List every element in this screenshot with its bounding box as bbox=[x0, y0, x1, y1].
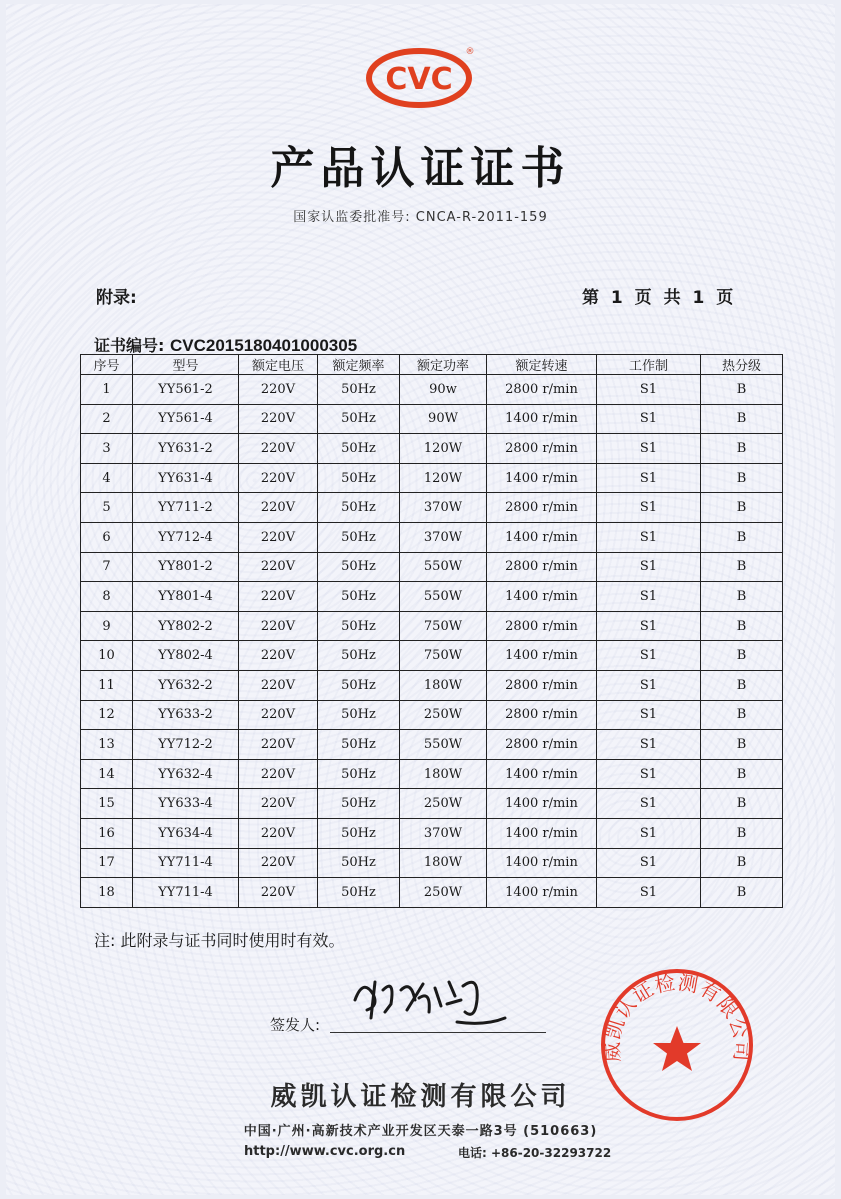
table-cell: 220V bbox=[239, 404, 318, 434]
table-cell: 120W bbox=[400, 434, 487, 464]
table-cell: 3 bbox=[81, 434, 133, 464]
table-cell: 6 bbox=[81, 522, 133, 552]
certificate-number-value: CVC2015180401000305 bbox=[169, 336, 358, 355]
company-phone: 电话: +86-20-32293722 bbox=[458, 1146, 612, 1160]
table-cell: YY631-2 bbox=[133, 434, 239, 464]
table-cell: YY802-2 bbox=[133, 611, 239, 641]
table-cell: S1 bbox=[597, 434, 701, 464]
page-info: 第 1 页 共 1 页 bbox=[582, 288, 734, 308]
table-cell: YY802-4 bbox=[133, 641, 239, 671]
table-cell: 12 bbox=[81, 700, 133, 730]
table-cell: 2800 r/min bbox=[487, 670, 597, 700]
table-row bbox=[81, 582, 783, 612]
table-cell: 50Hz bbox=[318, 641, 400, 671]
handwritten-signature bbox=[345, 960, 515, 1030]
table-cell: 220V bbox=[239, 582, 318, 612]
table-cell: YY633-2 bbox=[133, 700, 239, 730]
table-cell: S1 bbox=[597, 641, 701, 671]
table-cell: YY711-4 bbox=[133, 848, 239, 878]
table-row bbox=[81, 463, 783, 493]
table-cell: 250W bbox=[400, 789, 487, 819]
column-header: 额定电压 bbox=[239, 355, 318, 375]
table-cell: B bbox=[701, 463, 783, 493]
table-cell: S1 bbox=[597, 522, 701, 552]
table-cell: 180W bbox=[400, 670, 487, 700]
table-cell: 50Hz bbox=[318, 759, 400, 789]
column-header: 热分级 bbox=[701, 355, 783, 375]
certificate-number bbox=[94, 333, 357, 356]
table-cell: 14 bbox=[81, 759, 133, 789]
table-cell: 550W bbox=[400, 582, 487, 612]
table-row bbox=[81, 434, 783, 464]
table-cell: S1 bbox=[597, 463, 701, 493]
table-row bbox=[81, 878, 783, 908]
table-cell: 50Hz bbox=[318, 789, 400, 819]
appendix-label: 附录: bbox=[96, 288, 137, 308]
table-cell: 50Hz bbox=[318, 582, 400, 612]
table-cell: 7 bbox=[81, 552, 133, 582]
table-row bbox=[81, 404, 783, 434]
table-cell: S1 bbox=[597, 670, 701, 700]
logo-text: CVC bbox=[385, 62, 453, 97]
table-cell: B bbox=[701, 700, 783, 730]
table-cell: 50Hz bbox=[318, 404, 400, 434]
certificate-number-label: 证书编号: bbox=[94, 336, 165, 355]
table-cell: B bbox=[701, 878, 783, 908]
table-cell: 1400 r/min bbox=[487, 641, 597, 671]
approval-number: 国家认监委批准号: CNCA-R-2011-159 bbox=[293, 210, 548, 225]
table-cell: 220V bbox=[239, 759, 318, 789]
table-row bbox=[81, 522, 783, 552]
table-cell: 220V bbox=[239, 818, 318, 848]
table-cell: YY712-4 bbox=[133, 522, 239, 552]
table-cell: 370W bbox=[400, 818, 487, 848]
table-cell: 50Hz bbox=[318, 848, 400, 878]
table-cell: 2800 r/min bbox=[487, 375, 597, 405]
table-cell: 50Hz bbox=[318, 700, 400, 730]
table-cell: 750W bbox=[400, 611, 487, 641]
table-cell: 370W bbox=[400, 493, 487, 523]
table-cell: YY801-4 bbox=[133, 582, 239, 612]
table-cell: S1 bbox=[597, 730, 701, 760]
table-cell: 1400 r/min bbox=[487, 522, 597, 552]
table-cell: 120W bbox=[400, 463, 487, 493]
table-cell: 220V bbox=[239, 493, 318, 523]
cvc-logo bbox=[365, 44, 477, 108]
table-cell: 370W bbox=[400, 522, 487, 552]
table-cell: YY711-2 bbox=[133, 493, 239, 523]
table-cell: B bbox=[701, 404, 783, 434]
table-cell: 220V bbox=[239, 611, 318, 641]
table-cell: YY633-4 bbox=[133, 789, 239, 819]
table-cell: 220V bbox=[239, 670, 318, 700]
company-website[interactable]: http://www.cvc.org.cn bbox=[244, 1144, 406, 1159]
star-icon bbox=[653, 1026, 701, 1071]
table-cell: 5 bbox=[81, 493, 133, 523]
table-cell: 220V bbox=[239, 463, 318, 493]
table-cell: S1 bbox=[597, 611, 701, 641]
table-cell: 1400 r/min bbox=[487, 848, 597, 878]
table-row bbox=[81, 375, 783, 405]
table-cell: S1 bbox=[597, 582, 701, 612]
table-cell: 18 bbox=[81, 878, 133, 908]
table-cell: 9 bbox=[81, 611, 133, 641]
table-cell: 50Hz bbox=[318, 493, 400, 523]
table-cell: B bbox=[701, 611, 783, 641]
company-address: 中国·广州·高新技术产业开发区天泰一路3号 (510663) bbox=[243, 1124, 598, 1139]
table-cell: 220V bbox=[239, 552, 318, 582]
column-header: 额定频率 bbox=[318, 355, 400, 375]
table-row bbox=[81, 670, 783, 700]
table-cell: 50Hz bbox=[318, 818, 400, 848]
table-cell: 8 bbox=[81, 582, 133, 612]
table-cell: B bbox=[701, 730, 783, 760]
table-cell: 1 bbox=[81, 375, 133, 405]
table-cell: 1400 r/min bbox=[487, 582, 597, 612]
table-row bbox=[81, 730, 783, 760]
table-cell: 220V bbox=[239, 434, 318, 464]
table-cell: 50Hz bbox=[318, 522, 400, 552]
table-cell: YY711-4 bbox=[133, 878, 239, 908]
table-cell: 2800 r/min bbox=[487, 611, 597, 641]
table-cell: 220V bbox=[239, 730, 318, 760]
table-cell: 1400 r/min bbox=[487, 759, 597, 789]
table-cell: 2 bbox=[81, 404, 133, 434]
seal-text: 威凯认证检测有限公司 bbox=[599, 969, 755, 1063]
table-cell: 17 bbox=[81, 848, 133, 878]
table-cell: B bbox=[701, 641, 783, 671]
table-cell: 2800 r/min bbox=[487, 434, 597, 464]
table-cell: S1 bbox=[597, 818, 701, 848]
table-cell: YY561-2 bbox=[133, 375, 239, 405]
table-cell: 50Hz bbox=[318, 878, 400, 908]
table-cell: S1 bbox=[597, 848, 701, 878]
table-cell: S1 bbox=[597, 375, 701, 405]
signer-label: 签发人: bbox=[270, 1016, 321, 1034]
table-cell: 50Hz bbox=[318, 434, 400, 464]
table-cell: 50Hz bbox=[318, 375, 400, 405]
table-cell: B bbox=[701, 552, 783, 582]
table-cell: 50Hz bbox=[318, 552, 400, 582]
table-cell: S1 bbox=[597, 759, 701, 789]
company-name: 威凯认证检测有限公司 bbox=[270, 1082, 571, 1112]
table-cell: 220V bbox=[239, 375, 318, 405]
table-cell: 10 bbox=[81, 641, 133, 671]
table-row bbox=[81, 759, 783, 789]
page-title: 产品认证证书 bbox=[270, 143, 571, 194]
table-cell: B bbox=[701, 789, 783, 819]
table-cell: YY632-2 bbox=[133, 670, 239, 700]
table-row bbox=[81, 611, 783, 641]
table-cell: YY801-2 bbox=[133, 552, 239, 582]
table-cell: 16 bbox=[81, 818, 133, 848]
table-cell: 11 bbox=[81, 670, 133, 700]
table-cell: 220V bbox=[239, 878, 318, 908]
table-cell: YY712-2 bbox=[133, 730, 239, 760]
table-cell: YY561-4 bbox=[133, 404, 239, 434]
table-cell: 2800 r/min bbox=[487, 700, 597, 730]
table-cell: S1 bbox=[597, 552, 701, 582]
table-cell: 220V bbox=[239, 522, 318, 552]
table-cell: 220V bbox=[239, 700, 318, 730]
table-cell: 15 bbox=[81, 789, 133, 819]
table-cell: 250W bbox=[400, 878, 487, 908]
table-cell: 50Hz bbox=[318, 611, 400, 641]
column-header: 型号 bbox=[133, 355, 239, 375]
table-header-row bbox=[81, 355, 783, 375]
table-cell: 1400 r/min bbox=[487, 789, 597, 819]
registered-mark: ® bbox=[465, 47, 475, 57]
table-cell: B bbox=[701, 375, 783, 405]
table-cell: 4 bbox=[81, 463, 133, 493]
table-cell: 250W bbox=[400, 700, 487, 730]
table-cell: 2800 r/min bbox=[487, 730, 597, 760]
table-cell: 550W bbox=[400, 552, 487, 582]
table-cell: 220V bbox=[239, 848, 318, 878]
table-cell: YY631-4 bbox=[133, 463, 239, 493]
table-cell: 50Hz bbox=[318, 730, 400, 760]
signature-line bbox=[330, 1032, 546, 1033]
table-row bbox=[81, 818, 783, 848]
table-row bbox=[81, 848, 783, 878]
table-cell: B bbox=[701, 522, 783, 552]
table-cell: YY632-4 bbox=[133, 759, 239, 789]
column-header: 额定转速 bbox=[487, 355, 597, 375]
table-cell: 1400 r/min bbox=[487, 818, 597, 848]
table-cell: B bbox=[701, 434, 783, 464]
table-cell: 50Hz bbox=[318, 463, 400, 493]
table-cell: S1 bbox=[597, 493, 701, 523]
table-cell: B bbox=[701, 670, 783, 700]
product-table bbox=[80, 354, 783, 908]
table-cell: B bbox=[701, 818, 783, 848]
table-body bbox=[81, 375, 783, 908]
table-cell: 220V bbox=[239, 641, 318, 671]
table-cell: 180W bbox=[400, 848, 487, 878]
table-cell: 90w bbox=[400, 375, 487, 405]
table-cell: 180W bbox=[400, 759, 487, 789]
table-cell: 13 bbox=[81, 730, 133, 760]
table-cell: 1400 r/min bbox=[487, 404, 597, 434]
table-cell: S1 bbox=[597, 404, 701, 434]
table-cell: B bbox=[701, 493, 783, 523]
table-cell: B bbox=[701, 759, 783, 789]
table-cell: 2800 r/min bbox=[487, 552, 597, 582]
table-cell: 550W bbox=[400, 730, 487, 760]
table-cell: 50Hz bbox=[318, 670, 400, 700]
table-row bbox=[81, 789, 783, 819]
table-cell: S1 bbox=[597, 878, 701, 908]
column-header: 工作制 bbox=[597, 355, 701, 375]
table-cell: S1 bbox=[597, 789, 701, 819]
column-header: 额定功率 bbox=[400, 355, 487, 375]
table-row bbox=[81, 700, 783, 730]
table-cell: 750W bbox=[400, 641, 487, 671]
table-cell: 90W bbox=[400, 404, 487, 434]
table-cell: B bbox=[701, 848, 783, 878]
table-row bbox=[81, 552, 783, 582]
table-row bbox=[81, 493, 783, 523]
table-cell: S1 bbox=[597, 700, 701, 730]
table-row bbox=[81, 641, 783, 671]
table-cell: 1400 r/min bbox=[487, 463, 597, 493]
table-cell: 2800 r/min bbox=[487, 493, 597, 523]
table-cell: B bbox=[701, 582, 783, 612]
table-cell: 220V bbox=[239, 789, 318, 819]
column-header: 序号 bbox=[81, 355, 133, 375]
table-cell: YY634-4 bbox=[133, 818, 239, 848]
table-cell: 1400 r/min bbox=[487, 878, 597, 908]
appendix-note: 注: 此附录与证书同时使用时有效。 bbox=[94, 931, 345, 950]
